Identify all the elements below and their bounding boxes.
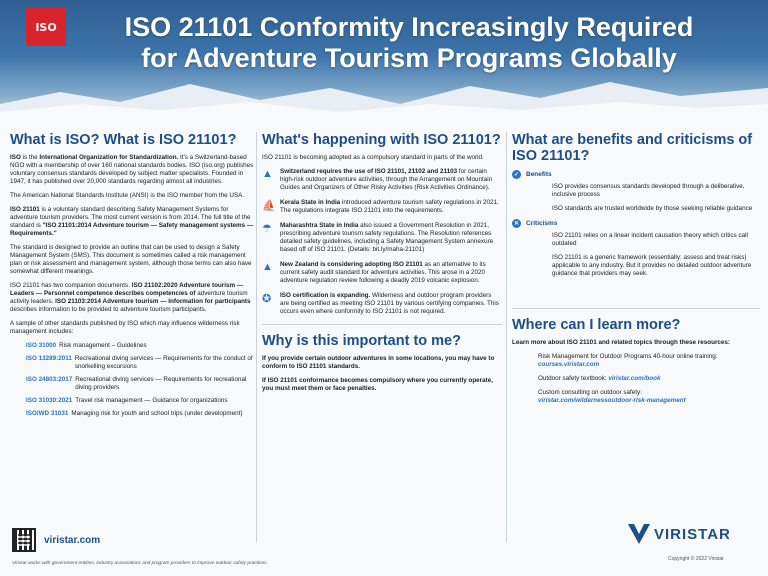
- criticisms-label: ✕ Criticisms: [513, 220, 558, 227]
- benefit-item: ISO provides consensus standards developed through a deliberative, inclusive process: [552, 183, 745, 198]
- page-title: ISO 21101 Conformity Increasingly Required for Adventure Tourism Programs Globally: [124, 12, 694, 73]
- resource-item: Outdoor safety textbook: viristar.com/book: [538, 375, 661, 382]
- benefits-label: ✓ Benefits: [513, 171, 552, 178]
- column-divider: [506, 132, 507, 542]
- case-item: ⛵ Kerala State in India introduced adventure tourism safety regulations in 2021. The regulations integrate ISO 21101 into the requirements.: [262, 199, 499, 214]
- iso-logo: ISO: [26, 8, 66, 46]
- thumbs-up-icon: ✓: [513, 172, 520, 178]
- paragraph: ISO 21101 is becoming adopted as a compulsory standard in parts of the world.: [262, 154, 484, 161]
- certificate-icon: ✪: [262, 293, 272, 305]
- book-link[interactable]: viristar.com/book: [608, 375, 661, 382]
- footer-left: [12, 528, 100, 552]
- section-heading: What's happening with ISO 21101?: [262, 132, 501, 148]
- copyright: Copyright © 2022 Viristar: [668, 556, 724, 562]
- section-heading: What are benefits and criticisms of ISO 21101?: [512, 132, 753, 164]
- criticism-item: ISO 21101 relies on a linear incident causation theory which critics call outdated: [552, 232, 748, 247]
- mountain-icon: ▲: [262, 168, 273, 180]
- case-item: ☂ Maharashtra State in India also issued a Government Resolution in 2021, prescribing adventure tourism safety regulations. The Resolution references detailed safety guidelines, including a Safety Management System annexure based off of ISO 21101. (Details: bit.ly/maha-21101): [262, 222, 494, 253]
- paragraph: If you provide certain outdoor adventures in some locations, you may have to conform to ISO 21101 standards.: [262, 355, 495, 370]
- standard-item: ISO 31030:2021 Travel risk management — Guidance for organizations: [26, 397, 228, 404]
- mountains-image: [0, 74, 768, 122]
- boat-icon: ⛵: [262, 200, 276, 212]
- section-heading: What is ISO? What is ISO 21101?: [10, 132, 237, 148]
- paragraph: ISO 21101 is a voluntary standard describing Safety Management Systems for adventure tourism providers. The most current version is from 2014. The full title of the standard is "ISO 21101:2014 Adventure tourism — Safety management systems — Requirements.": [10, 206, 254, 237]
- thumbs-down-icon: ✕: [513, 221, 520, 227]
- column-divider: [256, 132, 257, 542]
- paragraph: ISO is the International Organization for Standardization. It's a Switzerland-based NGO with a membership of over 160 national standards bodies. ISO (iso.org) publishes voluntary consensus standards developed by subject matter specialists. Founded in 1947, it has published over 20,000 standards regarding almost all industries.: [10, 154, 254, 185]
- column-benefits-criticisms: [512, 132, 760, 411]
- paragraph: A sample of other standards published by ISO which may influence wilderness risk management includes:: [10, 320, 240, 335]
- qr-code-icon[interactable]: [12, 528, 36, 552]
- section-heading: Why is this important to me?: [262, 333, 461, 349]
- paragraph: The standard is designed to provide an outline that can be used to design a Safety Management System (SMS). This document is sometimes called a risk management plan or risk assessment and management system, although those terms can also have somewhat different meanings.: [10, 244, 252, 275]
- case-item: ▲ Switzerland requires the use of ISO 21101, 21102 and 21103 for certain high-risk outdoor adventure activities, through the Arrangement on Mountain Guides and Organizers of Other Risky Activities (Risk Activities Ordinance).: [262, 168, 493, 191]
- viristar-logo: VIRISTAR: [628, 524, 731, 544]
- resource-item: Custom consulting on outdoor safety: viristar.com/wildernessoutdoor-risk-management: [538, 389, 686, 404]
- section-heading: Where can I learn more?: [512, 317, 681, 333]
- standard-item: ISO/WD 31031 Managing risk for youth and school trips (under development): [26, 410, 243, 417]
- paragraph: The American National Standards Institute (ANSI) is the ISO member from the USA.: [10, 192, 245, 199]
- volcano-icon: ▲: [262, 261, 273, 273]
- standard-item: ISO 31000 Risk management – Guidelines: [26, 342, 147, 349]
- content-area: [0, 122, 768, 576]
- column-whats-happening: [262, 132, 502, 399]
- divider: [262, 324, 502, 325]
- case-item: ▲ New Zealand is considering adopting ISO 21101 as an alternative to its current safety audit standard for adventure activities. This arose in a 2020 adventure regulation review following a deadly 2019 volcanic explosion.: [262, 261, 486, 284]
- benefit-item: ISO standards are trusted worldwide by those seeking reliable guidance: [552, 205, 753, 212]
- paragraph: ISO 21101 has two companion documents. ISO 21102:2020 Adventure tourism — Leaders — Personnel competence describes competencies of adventure tourism activity leaders. ISO 21103:2014 Adventure tourism — Information for participants describes information to be provided to adventure tourism participants.: [10, 282, 251, 313]
- standard-item: ISO 13289:2011 Recreational diving services — Requirements for the conduct of snorkelling excursions: [26, 355, 253, 370]
- header-banner: [0, 0, 768, 122]
- paraglider-icon: ☂: [262, 223, 272, 235]
- resource-item: Risk Management for Outdoor Programs 40-hour online training: courses.viristar.com: [538, 353, 718, 368]
- courses-link[interactable]: courses.viristar.com: [538, 361, 600, 368]
- paragraph: Learn more about ISO 21101 and related topics through these resources:: [512, 339, 731, 346]
- column-what-is-iso: [10, 132, 254, 423]
- divider: [512, 308, 760, 309]
- footer-tagline: Viristar works with government entities, industry associations and program providers to improve outdoor safety practices.: [12, 561, 268, 566]
- consulting-link[interactable]: viristar.com/wildernessoutdoor-risk-management: [538, 397, 686, 404]
- case-item: ✪ ISO certification is expanding. Wilderness and outdoor program providers are being certified as meeting ISO 21101 by various certifying companies. This occurs even where conformity to ISO 21101 is not required.: [262, 292, 499, 315]
- paragraph: If ISO 21101 conformance becomes compulsory where you currently operate, you must meet them or face penalties.: [262, 377, 493, 392]
- site-link[interactable]: viristar.com: [44, 534, 101, 546]
- standard-item: ISO 24803:2017 Recreational diving services — Requirements for recreational diving providers: [26, 376, 247, 391]
- criticism-item: ISO 21101 is a generic framework (essentially: assess and treat risks) applicable to any industry. But it provides no detailed outdoor adventure guidance that providers may seek.: [552, 254, 752, 277]
- viristar-mark-icon: [628, 524, 650, 544]
